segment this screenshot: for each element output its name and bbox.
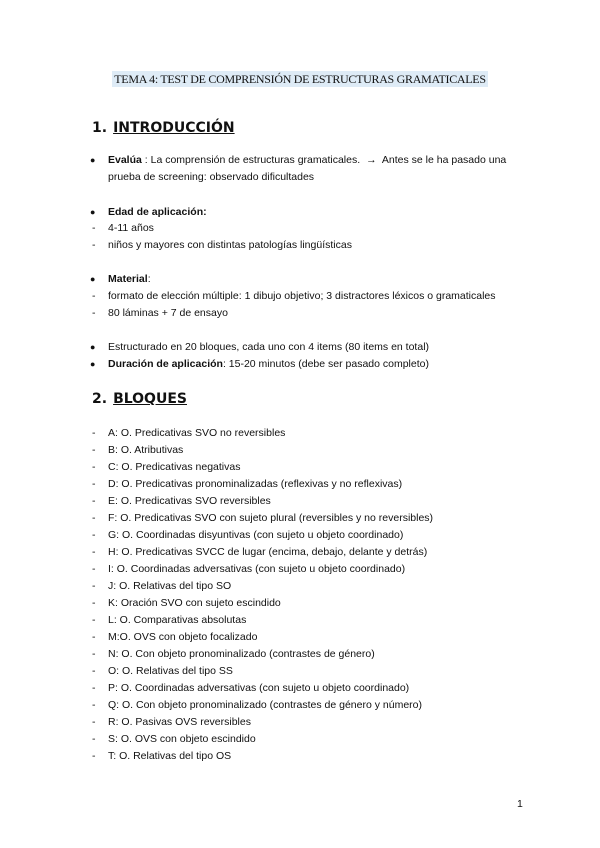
- bloque-item: K: Oración SVO con sujeto escindido: [108, 597, 281, 609]
- dash-marker: -: [92, 546, 96, 558]
- bloque-item: B: O. Atributivas: [108, 444, 184, 456]
- section-title: BLOQUES: [113, 391, 187, 407]
- section-number: 1.: [92, 120, 108, 136]
- bloque-item: L: O. Comparativas absolutas: [108, 614, 247, 626]
- dash-marker: -: [92, 222, 96, 234]
- dash-marker: -: [92, 427, 96, 439]
- bloque-item: P: O. Coordinadas adversativas (con sujeto u objeto coordinado): [108, 682, 410, 694]
- dash-marker: -: [92, 563, 96, 575]
- dash-marker: -: [92, 495, 96, 507]
- dash-marker: -: [92, 478, 96, 490]
- dash-marker: -: [92, 665, 96, 677]
- title-text: TEMA 4: TEST DE COMPRENSIÓN DE ESTRUCTURAS GRAMATICALES: [114, 72, 486, 86]
- edad-label: Edad de aplicación:: [108, 206, 207, 218]
- bullet-icon: ●: [90, 359, 96, 369]
- duracion-label: Duración de aplicación: [108, 358, 223, 370]
- bloque-item: O: O. Relativas del tipo SS: [108, 665, 233, 677]
- bloque-item: T: O. Relativas del tipo OS: [108, 750, 232, 762]
- bloque-item: R: O. Pasivas OVS reversibles: [108, 716, 251, 728]
- document-title: [0, 70, 600, 88]
- bullet-icon: ●: [90, 342, 96, 352]
- bloque-item: Q: O. Con objeto pronominalizado (contrastes de género y número): [108, 699, 423, 711]
- bullet-icon: ●: [90, 274, 96, 284]
- evalua-line: [108, 154, 506, 166]
- section-number: 2.: [92, 391, 108, 407]
- material-label: Material:: [108, 273, 151, 285]
- bloque-item: G: O. Coordinadas disyuntivas (con sujeto u objeto coordinado): [108, 529, 404, 541]
- edad-item: 4-11 años: [108, 222, 154, 234]
- duracion-text: : 15-20 minutos (debe ser pasado completo): [222, 358, 429, 370]
- bloque-item: N: O. Con objeto pronominalizado (contrastes de género): [108, 648, 375, 660]
- bloque-item: E: O. Predicativas SVO reversibles: [108, 495, 271, 507]
- bloque-item: H: O. Predicativas SVCC de lugar (encima, debajo, delante y detrás): [108, 546, 428, 558]
- dash-marker: -: [92, 290, 96, 302]
- dash-marker: -: [92, 512, 96, 524]
- dash-marker: -: [92, 444, 96, 456]
- evalua-label: Evalúa: [108, 154, 142, 166]
- section-title: INTRODUCCIÓN: [113, 120, 235, 136]
- bloque-item: C: O. Predicativas negativas: [108, 461, 241, 473]
- bloque-item: J: O. Relativas del tipo SO: [108, 580, 232, 592]
- material-item: 80 láminas + 7 de ensayo: [108, 307, 228, 319]
- evalua-text: : La comprensión de estructuras gramaticales.: [144, 154, 361, 166]
- evalua-after: Antes se le ha pasado una: [381, 154, 507, 166]
- edad-item: niños y mayores con distintas patologías lingüísticas: [108, 239, 352, 251]
- bullet-icon: ●: [90, 155, 96, 165]
- duracion-line: [108, 358, 429, 370]
- dash-marker: -: [92, 597, 96, 609]
- dash-marker: -: [92, 307, 96, 319]
- dash-marker: -: [92, 648, 96, 660]
- dash-marker: -: [92, 699, 96, 711]
- bloque-item: M:O. OVS con objeto focalizado: [108, 631, 258, 643]
- bloque-item: A: O. Predicativas SVO no reversibles: [108, 427, 286, 439]
- dash-marker: -: [92, 239, 96, 251]
- dash-marker: -: [92, 461, 96, 473]
- section-heading-introduccion: [92, 120, 235, 136]
- bloque-item: S: O. OVS con objeto escindido: [108, 733, 256, 745]
- bullet-icon: ●: [90, 207, 96, 217]
- dash-marker: -: [92, 614, 96, 626]
- material-item: formato de elección múltiple: 1 dibujo objetivo; 3 distractores léxicos o gramaticales: [108, 290, 496, 302]
- dash-marker: -: [92, 631, 96, 643]
- evalua-line-2: prueba de screening: observado dificultades: [108, 171, 315, 183]
- bloque-item: I: O. Coordinadas adversativas (con sujeto u objeto coordinado): [108, 563, 406, 575]
- dash-marker: -: [92, 733, 96, 745]
- dash-marker: -: [92, 750, 96, 762]
- section-heading-bloques: [92, 391, 187, 407]
- dash-marker: -: [92, 716, 96, 728]
- page-number: 1: [517, 798, 523, 810]
- bloque-item: F: O. Predicativas SVO con sujeto plural (reversibles y no reversibles): [108, 512, 434, 524]
- dash-marker: -: [92, 529, 96, 541]
- dash-marker: -: [92, 682, 96, 694]
- estructurado-text: Estructurado en 20 bloques, cada uno con 4 items (80 items en total): [108, 341, 430, 353]
- arrow-icon: →: [366, 154, 377, 166]
- bloque-item: D: O. Predicativas pronominalizadas (reflexivas y no reflexivas): [108, 478, 403, 490]
- dash-marker: -: [92, 580, 96, 592]
